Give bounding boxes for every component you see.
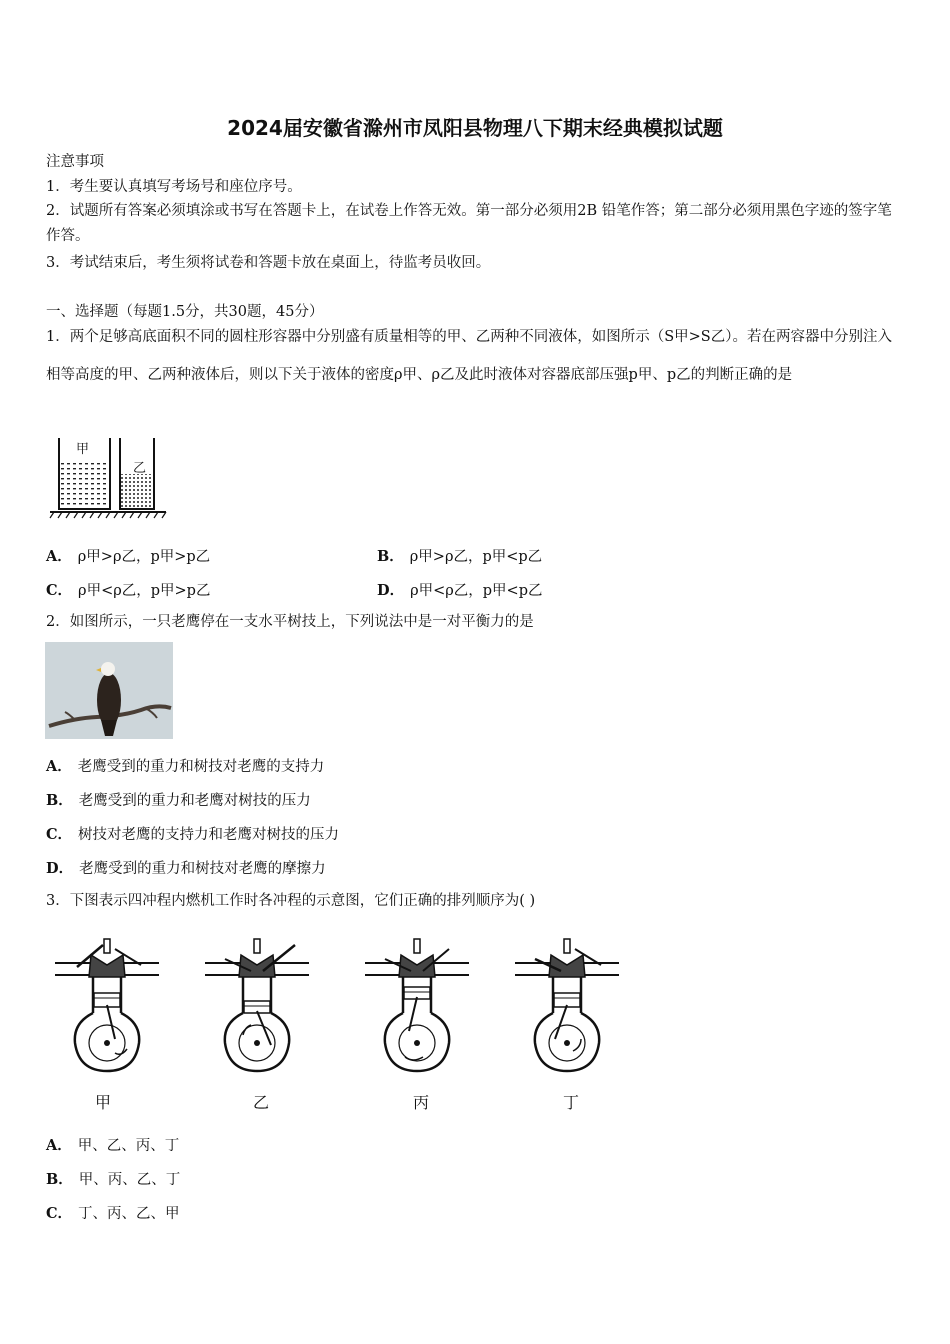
notice-heading: 注意事项 [46,154,104,170]
option-text: 老鹰受到的重力和树技对老鹰的支持力 [77,759,325,775]
option-c [46,1202,180,1223]
option-key: B． [377,548,404,565]
option-text: ρ甲<ρ乙，p甲>p乙 [78,583,211,599]
option-key: D． [46,860,74,877]
eagle-photo [45,642,173,739]
option-b [46,789,311,810]
container-label: 甲 [76,442,90,457]
option-text: 老鹰受到的重力和老鹰对树技的压力 [78,793,311,809]
option-text: ρ甲>ρ乙，p甲>p乙 [77,549,211,565]
option-text: ρ甲<ρ乙，p甲<p乙 [410,583,543,599]
option-text: 甲、丙、乙、丁 [78,1172,181,1188]
stroke-label: 甲 [95,1093,112,1112]
question-3-text: 3．下图表示四冲程内燃机工作时各冲程的示意图，它们正确的排列顺序为( ) [46,893,536,909]
option-key: C． [46,582,73,599]
option-key: C． [46,826,73,843]
containers-figure [48,436,170,522]
option-key: D． [377,582,405,599]
option-d [377,579,543,600]
option-c [46,579,210,600]
notice-item: 3．考试结束后，考生须将试卷和答题卡放在桌面上，待监考员收回。 [46,255,491,271]
stroke-label: 乙 [253,1093,270,1112]
section-heading: 一、选择题（每题1.5分，共30题，45分） [46,304,324,320]
option-a [46,545,210,566]
option-c [46,823,339,844]
notice-item: 1．考生要认真填写考场号和座位序号。 [46,179,302,195]
question-1-text: 1．两个足够高底面积不同的圆柱形容器中分别盛有质量相等的甲、乙两种不同液体，如图所示（S甲>S乙）。若在两容器中分别注入相等高度的甲、乙两种液体后，则以下关于液体的密度ρ甲、ρ乙及此时液体对容器底部压强p甲、p乙的判断正确的是 [46,329,892,383]
engine-strokes-figure [55,935,625,1085]
notice-item: 2．试题所有答案必须填涂或书写在答题卡上，在试卷上作答无效。第一部分必须用2B 铅笔作答；第二部分必须用黑色字迹的签字笔作答。 [46,203,892,244]
option-text: 甲、乙、丙、丁 [77,1138,180,1154]
option-b [377,545,542,566]
option-key: B． [46,792,73,809]
option-text: 树技对老鹰的支持力和老鹰对树技的压力 [78,827,340,843]
option-text: 老鹰受到的重力和树技对老鹰的摩擦力 [79,861,326,877]
option-key: C． [46,1205,73,1222]
stroke-label: 丁 [563,1093,580,1112]
option-key: A． [46,548,72,565]
option-key: A． [46,758,72,775]
stroke-label: 丙 [413,1093,430,1112]
option-text: 丁、丙、乙、甲 [78,1206,180,1222]
option-d [46,857,326,878]
option-a [46,755,324,776]
option-text: ρ甲>ρ乙，p甲<p乙 [409,549,543,565]
option-key: B． [46,1171,73,1188]
option-key: A． [46,1137,72,1154]
option-a [46,1134,179,1155]
page-title: 2024届安徽省滁州市凤阳县物理八下期末经典模拟试题 [227,116,723,140]
container-label: 乙 [133,461,147,476]
question-2-text: 2．如图所示，一只老鹰停在一支水平树技上，下列说法中是一对平衡力的是 [46,614,534,630]
option-b [46,1168,180,1189]
